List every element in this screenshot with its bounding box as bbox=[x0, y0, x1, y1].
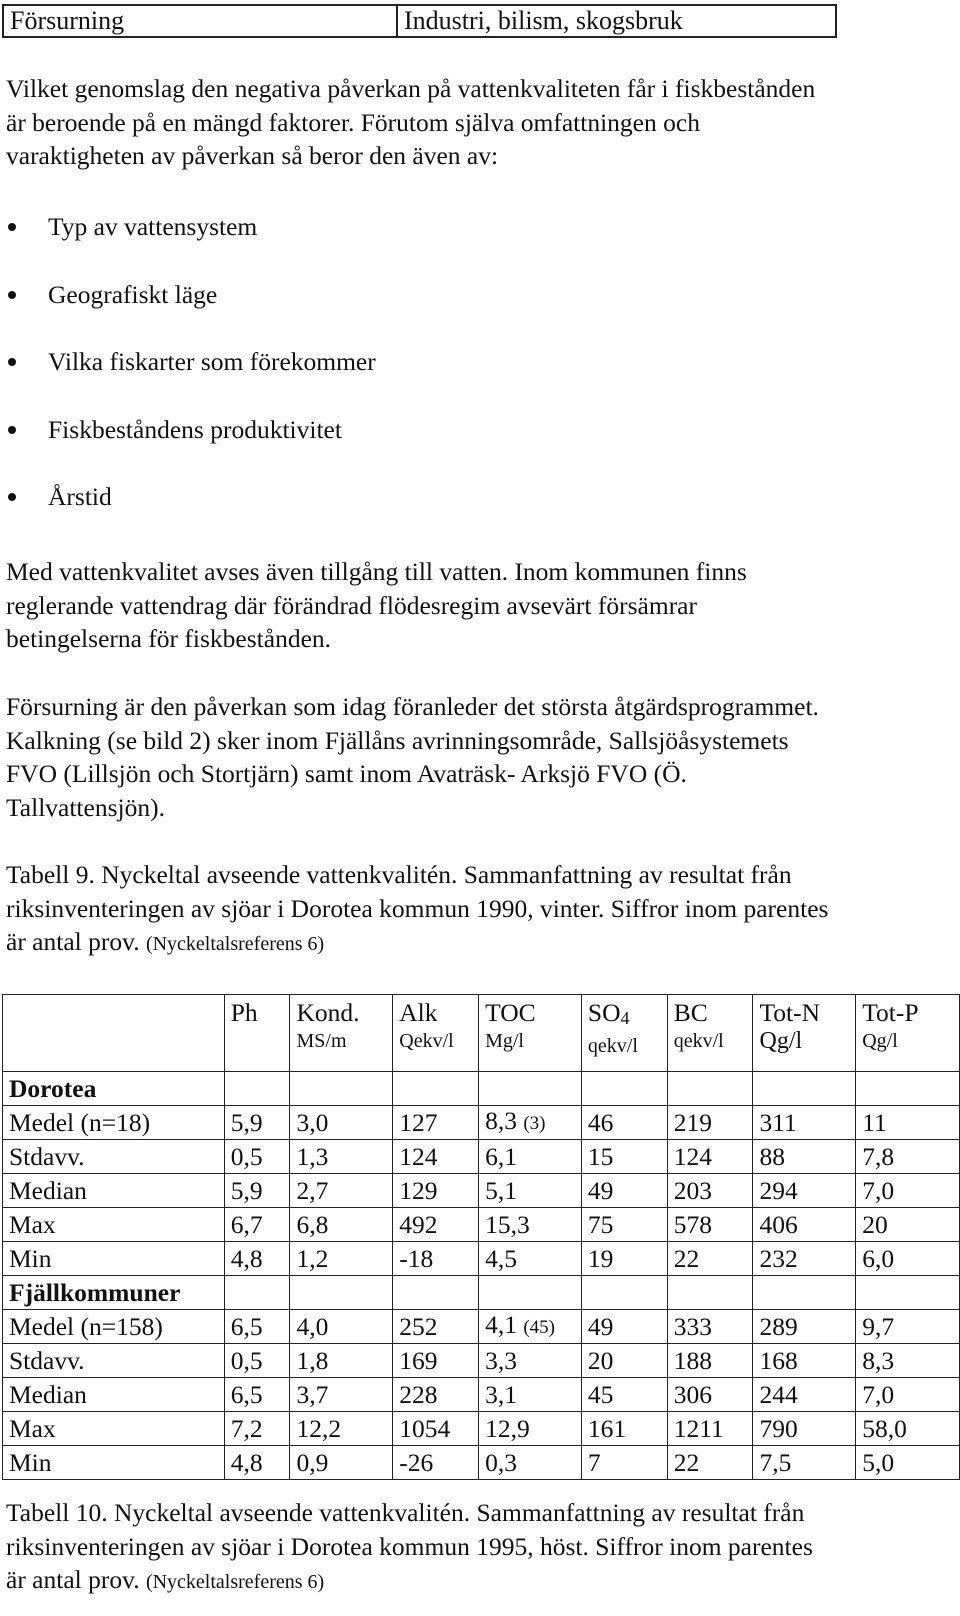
cell-value: 0,5 bbox=[230, 1141, 263, 1171]
value-cell bbox=[479, 1378, 582, 1412]
value-cell bbox=[224, 1344, 290, 1378]
intro-line: är beroende på en mängd faktorer. Förutom själva omfattningen och bbox=[6, 107, 700, 137]
bullet-icon bbox=[8, 358, 16, 366]
empty-cell bbox=[393, 1276, 479, 1310]
cell-value: 2,7 bbox=[296, 1175, 329, 1205]
value-cell bbox=[667, 1446, 753, 1480]
header-name: Kond. bbox=[296, 998, 360, 1027]
cell-value: 0,5 bbox=[230, 1345, 263, 1375]
value-cell bbox=[224, 1446, 290, 1480]
cell-value: 88 bbox=[759, 1141, 785, 1171]
cell-value: 58,0 bbox=[862, 1413, 907, 1443]
cell-value: 22 bbox=[673, 1243, 700, 1273]
cell-value: 3,1 bbox=[485, 1379, 517, 1409]
intro-line: Vilket genomslag den negativa påverkan på vattenkvaliteten får i fiskbestånden bbox=[6, 74, 816, 103]
caption-line: riksinventeringen av sjöar i Dorotea kommun 1995, höst. Siffror inom parentes bbox=[6, 1531, 813, 1561]
value-cell bbox=[753, 1174, 856, 1208]
value-cell bbox=[224, 1140, 290, 1174]
group-title: Dorotea bbox=[3, 1072, 225, 1106]
cell-value: 19 bbox=[587, 1243, 614, 1273]
group-title: Fjällkommuner bbox=[3, 1276, 225, 1310]
paragraph-line: betingelserna för fiskbestånden. bbox=[6, 624, 332, 653]
cell-value: 7,2 bbox=[230, 1413, 263, 1443]
cell-value: -18 bbox=[399, 1243, 434, 1273]
cell-value: 228 bbox=[399, 1379, 438, 1409]
value-cell bbox=[290, 1446, 393, 1480]
value-cell bbox=[393, 1174, 479, 1208]
cell-value: 5,0 bbox=[862, 1447, 895, 1477]
cell-value: 1211 bbox=[673, 1413, 724, 1443]
list-item bbox=[0, 278, 376, 346]
cell-value: 4,5 bbox=[485, 1243, 517, 1273]
paragraph-line: Med vattenkvalitet avses även tillgång till vatten. Inom kommunen finns bbox=[6, 557, 747, 586]
empty-cell bbox=[290, 1276, 393, 1310]
value-cell bbox=[224, 1310, 290, 1344]
empty-cell bbox=[224, 1276, 290, 1310]
cell-value: 188 bbox=[673, 1345, 712, 1375]
row-label: Medel (n=158) bbox=[3, 1310, 225, 1344]
value-cell bbox=[667, 1106, 753, 1140]
header-unit: MS/m bbox=[296, 1030, 347, 1052]
header-tot-n bbox=[753, 995, 856, 1072]
cell-value: 0,9 bbox=[296, 1447, 329, 1477]
cell-value: 45 bbox=[587, 1379, 614, 1409]
value-cell bbox=[479, 1208, 582, 1242]
table-row bbox=[3, 1106, 960, 1140]
list-item bbox=[0, 480, 376, 548]
cell-value: 20 bbox=[862, 1209, 888, 1239]
empty-cell bbox=[753, 1276, 856, 1310]
value-cell bbox=[856, 1310, 960, 1344]
table-row bbox=[3, 5, 836, 37]
table-row bbox=[3, 1174, 960, 1208]
header-empty-cell bbox=[3, 995, 225, 1072]
value-cell bbox=[224, 1378, 290, 1412]
empty-cell bbox=[224, 1072, 290, 1106]
intro-line: varaktigheten av påverkan så beror den även av: bbox=[6, 141, 499, 170]
value-cell bbox=[753, 1446, 856, 1480]
list-item bbox=[0, 210, 376, 278]
bullet-icon bbox=[8, 223, 16, 231]
value-cell bbox=[753, 1310, 856, 1344]
value-cell bbox=[393, 1242, 479, 1276]
value-cell bbox=[856, 1378, 960, 1412]
header-unit: qekv/l bbox=[673, 1030, 724, 1052]
table-row bbox=[3, 1208, 960, 1242]
value-cell bbox=[581, 1106, 667, 1140]
header-name: BC bbox=[673, 998, 708, 1027]
cell-value: 6,5 bbox=[230, 1311, 263, 1341]
value-cell bbox=[753, 1106, 856, 1140]
cell-value: 8,3 bbox=[485, 1106, 517, 1135]
value-cell bbox=[856, 1208, 960, 1242]
cell-value: 252 bbox=[399, 1311, 438, 1341]
cell-value: 333 bbox=[673, 1311, 712, 1341]
paragraph-line: Kalkning (se bild 2) sker inom Fjällåns avrinningsområde, Sallsjöåsystemets bbox=[6, 725, 789, 755]
value-cell bbox=[290, 1412, 393, 1446]
value-cell bbox=[290, 1140, 393, 1174]
empty-cell bbox=[393, 1072, 479, 1106]
value-cell bbox=[290, 1242, 393, 1276]
value-cell bbox=[393, 1140, 479, 1174]
cell-value: 7 bbox=[587, 1447, 601, 1477]
value-cell bbox=[224, 1208, 290, 1242]
caption-line: Tabell 9. Nyckeltal avseende vattenkvalitén. Sammanfattning av resultat från bbox=[6, 860, 792, 889]
header-name: TOC bbox=[485, 998, 536, 1027]
value-cell bbox=[290, 1106, 393, 1140]
header-unit: Qg/l bbox=[759, 1028, 803, 1054]
header-name: SO bbox=[587, 998, 621, 1027]
cell-value: 790 bbox=[759, 1413, 798, 1443]
value-cell bbox=[581, 1378, 667, 1412]
table10-caption bbox=[6, 1496, 813, 1600]
value-cell bbox=[667, 1174, 753, 1208]
value-cell bbox=[479, 1412, 582, 1446]
list-item bbox=[0, 413, 376, 481]
value-cell bbox=[667, 1378, 753, 1412]
value-cell bbox=[581, 1412, 667, 1446]
cell-value: 46 bbox=[587, 1107, 614, 1137]
header-kond bbox=[290, 995, 393, 1072]
paragraph-line: Försurning är den påverkan som idag föranleder det största åtgärdsprogrammet. bbox=[6, 692, 819, 721]
value-cell bbox=[224, 1242, 290, 1276]
cell-value: 306 bbox=[673, 1379, 712, 1409]
table-row bbox=[3, 1344, 960, 1378]
cell-value: 168 bbox=[759, 1345, 798, 1375]
paragraph-line: FVO (Lillsjön och Stortjärn) samt inom Avaträsk- Arksjö FVO (Ö. bbox=[6, 759, 687, 788]
cell-value: -26 bbox=[399, 1447, 434, 1477]
bullet-icon bbox=[8, 493, 16, 501]
header-bc bbox=[667, 995, 753, 1072]
cell-value: 15 bbox=[587, 1141, 614, 1171]
sample-count-note: (3) bbox=[523, 1113, 546, 1134]
value-cell bbox=[479, 1242, 582, 1276]
value-cell bbox=[290, 1174, 393, 1208]
cell-value: 9,7 bbox=[862, 1311, 895, 1341]
header-name: Tot-N bbox=[759, 998, 821, 1027]
value-cell bbox=[856, 1140, 960, 1174]
cell-value: 75 bbox=[587, 1209, 614, 1239]
value-cell bbox=[581, 1242, 667, 1276]
value-cell bbox=[393, 1344, 479, 1378]
paragraph-line: Tallvattensjön). bbox=[6, 792, 165, 822]
value-cell bbox=[856, 1344, 960, 1378]
bullet-icon bbox=[8, 426, 16, 434]
paragraph-line: reglerande vattendrag där förändrad flödesregim avsevärt försämrar bbox=[6, 590, 697, 620]
cell-value: 406 bbox=[759, 1209, 798, 1239]
table9-caption bbox=[6, 858, 828, 962]
value-cell bbox=[753, 1344, 856, 1378]
header-subscript: 4 bbox=[620, 1008, 630, 1028]
table-row bbox=[3, 1310, 960, 1344]
value-cell bbox=[290, 1310, 393, 1344]
cell-value: 244 bbox=[759, 1379, 798, 1409]
cell-value: 7,0 bbox=[862, 1175, 895, 1205]
sample-count-note: (45) bbox=[523, 1317, 555, 1338]
cell-value: 219 bbox=[673, 1107, 712, 1137]
row-label: Max bbox=[3, 1412, 225, 1446]
cell-value: 20 bbox=[587, 1345, 614, 1375]
cell-value: 0,3 bbox=[485, 1447, 517, 1477]
cell-value: 12,9 bbox=[485, 1413, 530, 1443]
value-cell bbox=[393, 1446, 479, 1480]
caption-line: är antal prov. bbox=[6, 1565, 140, 1594]
value-cell bbox=[393, 1412, 479, 1446]
cell-value: 7,5 bbox=[759, 1447, 792, 1477]
cell-value: 3,7 bbox=[296, 1379, 329, 1409]
value-cell bbox=[753, 1378, 856, 1412]
list-item bbox=[0, 345, 376, 413]
row-label: Stdavv. bbox=[3, 1344, 225, 1378]
value-cell bbox=[667, 1208, 753, 1242]
value-cell bbox=[290, 1208, 393, 1242]
intro-paragraph bbox=[6, 72, 815, 173]
value-cell bbox=[393, 1310, 479, 1344]
value-cell bbox=[393, 1208, 479, 1242]
value-cell bbox=[224, 1412, 290, 1446]
source-cell: Industri, bilism, skogsbruk bbox=[397, 5, 836, 37]
header-name: Alk bbox=[399, 998, 438, 1027]
list-item-text: Fiskbeståndens produktivitet bbox=[48, 414, 342, 444]
cell-value: 1054 bbox=[399, 1413, 451, 1443]
value-cell bbox=[856, 1106, 960, 1140]
pressure-cell: Försurning bbox=[3, 5, 397, 37]
value-cell bbox=[479, 1446, 582, 1480]
value-cell bbox=[393, 1106, 479, 1140]
cell-value: 12,2 bbox=[296, 1413, 342, 1443]
cell-value: 22 bbox=[673, 1447, 700, 1477]
value-cell bbox=[667, 1310, 753, 1344]
empty-cell bbox=[479, 1072, 582, 1106]
value-cell bbox=[753, 1242, 856, 1276]
cell-value: 129 bbox=[399, 1175, 438, 1205]
cell-value: 7,8 bbox=[862, 1141, 895, 1171]
empty-cell bbox=[667, 1276, 753, 1310]
header-name: Tot-P bbox=[862, 998, 919, 1027]
value-cell bbox=[856, 1242, 960, 1276]
cell-value: 1,8 bbox=[296, 1345, 329, 1375]
value-cell bbox=[581, 1174, 667, 1208]
value-cell bbox=[753, 1208, 856, 1242]
empty-cell bbox=[479, 1276, 582, 1310]
empty-cell bbox=[581, 1276, 667, 1310]
list-item-text: Årstid bbox=[48, 482, 112, 511]
cell-value: 6,8 bbox=[296, 1209, 329, 1239]
value-cell bbox=[290, 1378, 393, 1412]
cell-value: 4,0 bbox=[296, 1311, 329, 1341]
group-header-row bbox=[3, 1276, 960, 1310]
table-header-row bbox=[3, 995, 960, 1072]
list-item-text: Typ av vattensystem bbox=[48, 212, 258, 241]
empty-cell bbox=[290, 1072, 393, 1106]
row-label: Stdavv. bbox=[3, 1140, 225, 1174]
cell-value: 49 bbox=[587, 1175, 614, 1205]
header-alk bbox=[393, 995, 479, 1072]
cell-value: 289 bbox=[759, 1311, 798, 1341]
water-quality-table bbox=[2, 994, 960, 1480]
empty-cell bbox=[667, 1072, 753, 1106]
empty-cell bbox=[581, 1072, 667, 1106]
cell-value: 4,1 bbox=[485, 1310, 517, 1339]
row-label: Median bbox=[3, 1378, 225, 1412]
value-cell bbox=[479, 1140, 582, 1174]
caption-line: riksinventeringen av sjöar i Dorotea kommun 1990, vinter. Siffror inom parentes bbox=[6, 893, 829, 923]
empty-cell bbox=[856, 1072, 960, 1106]
acidification-paragraph bbox=[6, 690, 819, 824]
cell-value: 4,8 bbox=[230, 1447, 263, 1477]
cell-value: 11 bbox=[862, 1107, 887, 1137]
cell-value: 3,3 bbox=[485, 1345, 517, 1375]
empty-cell bbox=[753, 1072, 856, 1106]
value-cell bbox=[479, 1106, 582, 1140]
value-cell bbox=[581, 1344, 667, 1378]
table-row bbox=[3, 1412, 960, 1446]
header-name: Ph bbox=[230, 998, 258, 1027]
list-item-text: Vilka fiskarter som förekommer bbox=[48, 347, 376, 376]
cell-value: 124 bbox=[399, 1141, 438, 1171]
header-unit: qekv/l bbox=[587, 1035, 638, 1057]
cell-value: 161 bbox=[587, 1413, 627, 1443]
cell-value: 4,8 bbox=[230, 1243, 263, 1273]
cell-value: 7,0 bbox=[862, 1379, 895, 1409]
table-row bbox=[3, 1242, 960, 1276]
cell-value: 124 bbox=[673, 1141, 712, 1171]
value-cell bbox=[856, 1174, 960, 1208]
water-paragraph bbox=[6, 555, 747, 656]
value-cell bbox=[479, 1310, 582, 1344]
header-unit: Qekv/l bbox=[399, 1030, 454, 1052]
cell-value: 8,3 bbox=[862, 1345, 895, 1375]
value-cell bbox=[753, 1412, 856, 1446]
cell-value: 5,9 bbox=[230, 1107, 263, 1137]
caption-line: är antal prov. bbox=[6, 927, 140, 956]
table-row bbox=[3, 1378, 960, 1412]
cell-value: 127 bbox=[399, 1107, 438, 1137]
row-label: Min bbox=[3, 1242, 225, 1276]
row-label: Median bbox=[3, 1174, 225, 1208]
cell-value: 15,3 bbox=[485, 1209, 530, 1239]
row-label: Max bbox=[3, 1208, 225, 1242]
value-cell bbox=[224, 1106, 290, 1140]
value-cell bbox=[581, 1310, 667, 1344]
cell-value: 232 bbox=[759, 1243, 798, 1273]
cell-value: 49 bbox=[587, 1311, 614, 1341]
cell-value: 5,1 bbox=[485, 1175, 517, 1205]
value-cell bbox=[856, 1446, 960, 1480]
value-cell bbox=[667, 1412, 753, 1446]
cell-value: 6,7 bbox=[230, 1209, 263, 1239]
bullet-icon bbox=[8, 291, 16, 299]
header-unit: Mg/l bbox=[485, 1030, 524, 1052]
table-body bbox=[3, 1072, 960, 1480]
cell-value: 3,0 bbox=[296, 1107, 329, 1137]
header-toc bbox=[479, 995, 582, 1072]
header-tot-p bbox=[856, 995, 960, 1072]
cell-value: 311 bbox=[759, 1107, 797, 1137]
cell-value: 169 bbox=[399, 1345, 438, 1375]
factor-list bbox=[0, 210, 376, 548]
value-cell bbox=[581, 1140, 667, 1174]
caption-line: Tabell 10. Nyckeltal avseende vattenkvalitén. Sammanfattning av resultat från bbox=[6, 1498, 805, 1527]
cell-value: 1,3 bbox=[296, 1141, 329, 1171]
value-cell bbox=[479, 1174, 582, 1208]
row-label: Medel (n=18) bbox=[3, 1106, 225, 1140]
value-cell bbox=[667, 1344, 753, 1378]
cell-value: 294 bbox=[759, 1175, 798, 1205]
reference-note: (Nyckeltalsreferens 6) bbox=[145, 933, 325, 955]
cell-value: 492 bbox=[399, 1209, 438, 1239]
cell-value: 6,1 bbox=[485, 1141, 517, 1171]
value-cell bbox=[581, 1208, 667, 1242]
cell-value: 1,2 bbox=[296, 1243, 329, 1273]
value-cell bbox=[224, 1174, 290, 1208]
table-row bbox=[3, 1140, 960, 1174]
header-unit: Qg/l bbox=[862, 1030, 898, 1052]
value-cell bbox=[667, 1242, 753, 1276]
empty-cell bbox=[856, 1276, 960, 1310]
reference-note: (Nyckeltalsreferens 6) bbox=[145, 1571, 325, 1593]
cell-value: 6,5 bbox=[230, 1379, 263, 1409]
cell-value: 5,9 bbox=[230, 1175, 263, 1205]
value-cell bbox=[667, 1140, 753, 1174]
table-row bbox=[3, 1446, 960, 1480]
value-cell bbox=[290, 1344, 393, 1378]
cell-value: 203 bbox=[673, 1175, 712, 1205]
list-item-text: Geografiskt läge bbox=[48, 279, 218, 309]
value-cell bbox=[856, 1412, 960, 1446]
header-so4 bbox=[581, 995, 667, 1072]
group-header-row bbox=[3, 1072, 960, 1106]
pressure-source-table bbox=[2, 4, 837, 38]
header-ph bbox=[224, 995, 290, 1072]
value-cell bbox=[393, 1378, 479, 1412]
value-cell bbox=[479, 1344, 582, 1378]
value-cell bbox=[753, 1140, 856, 1174]
cell-value: 578 bbox=[673, 1209, 712, 1239]
row-label: Min bbox=[3, 1446, 225, 1480]
cell-value: 6,0 bbox=[862, 1243, 895, 1273]
value-cell bbox=[581, 1446, 667, 1480]
